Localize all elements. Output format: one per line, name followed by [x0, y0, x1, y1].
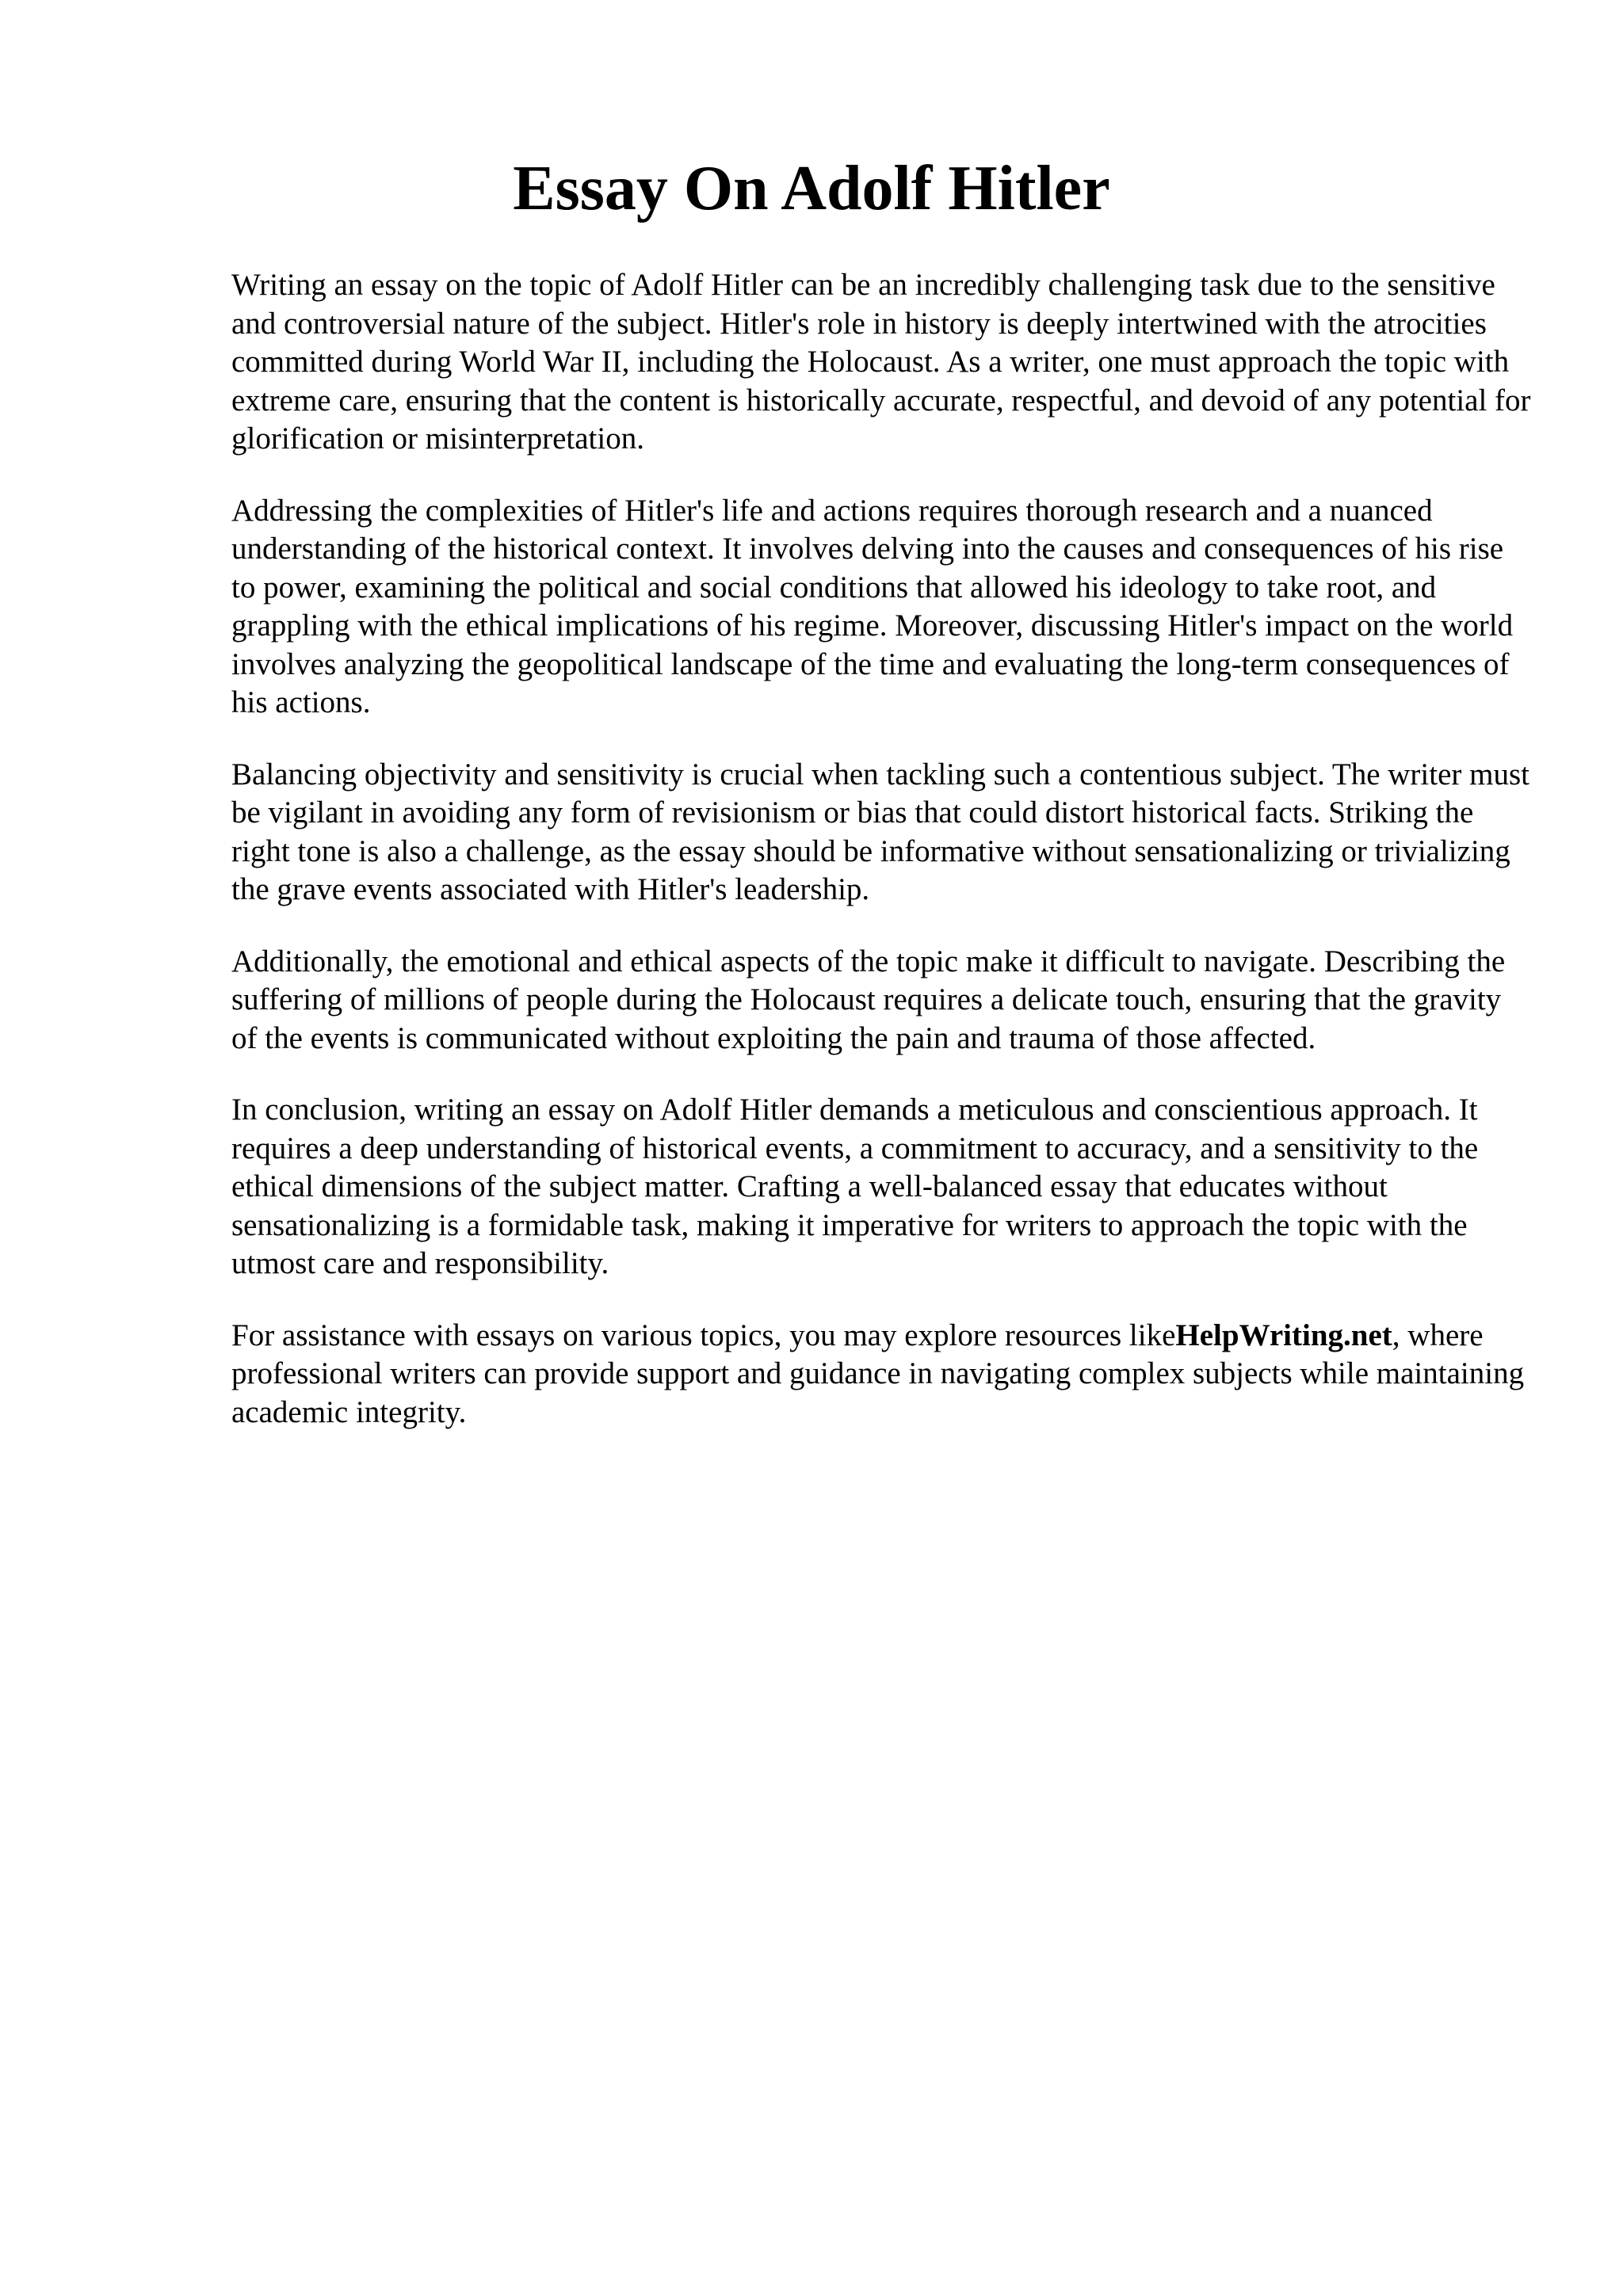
helpwriting-link[interactable]: HelpWriting.net — [1175, 1318, 1392, 1352]
paragraph-4: Additionally, the emotional and ethical aspects of the topic make it difficult to navigate. Describing the suffering of millions of people during the Holocaust requires a delicate touch, ensuring that the gravity of the events is communicated without exploiting the pain and trauma of those affected. — [231, 944, 1506, 1055]
paragraph-3: Balancing objectivity and sensitivity is crucial when tackling such a contentious subject. The writer must be vigilant in avoiding any form of revisionism or bias that could distort historical facts. Striking the right tone is also a challenge, as the essay should be informative without sensationalizing or trivializing the grave events associated with Hitler's leadership. — [231, 757, 1529, 906]
essay-body — [231, 266, 1531, 1465]
page-title: Essay On Adolf Hitler — [513, 154, 1110, 223]
closing-paragraph — [231, 1317, 1531, 1432]
paragraph-5: In conclusion, writing an essay on Adolf Hitler demands a meticulous and conscientious approach. It requires a deep understanding of historical events, a commitment to accuracy, and a sensitivity to the ethical dimensions of the subject matter. Crafting a well-balanced essay that educates without sensationalizing is a formidable task, making it imperative for writers to approach the topic with the utmost care and responsibility. — [231, 1093, 1479, 1280]
closing-text-after-link: , where professional writers can provide support and guidance in navigating complex subjects while maintaining academic integrity. — [231, 1318, 1525, 1429]
paragraph-2: Addressing the complexities of Hitler's life and actions requires thorough research and a nuanced understanding of the historical context. It involves delving into the causes and consequences of his rise to power, examining the political and social conditions that allowed his ideology to take root, and grappling with the ethical implications of his regime. Moreover, discussing Hitler's impact on the world involves analyzing the geopolitical landscape of the time and evaluating the long-term consequences of his actions. — [231, 493, 1514, 719]
closing-text-before-link: For assistance with essays on various topics, you may explore resources like — [231, 1318, 1176, 1352]
paragraph-1: Writing an essay on the topic of Adolf Hitler can be an incredibly challenging task due to the sensitive and controversial nature of the subject. Hitler's role in history is deeply intertwined with the atrocities committed during World War II, including the Holocaust. As a writer, one must approach the topic with extreme care, ensuring that the content is historically accurate, respectful, and devoid of any potential for glorification or misinterpretation. — [231, 268, 1531, 456]
